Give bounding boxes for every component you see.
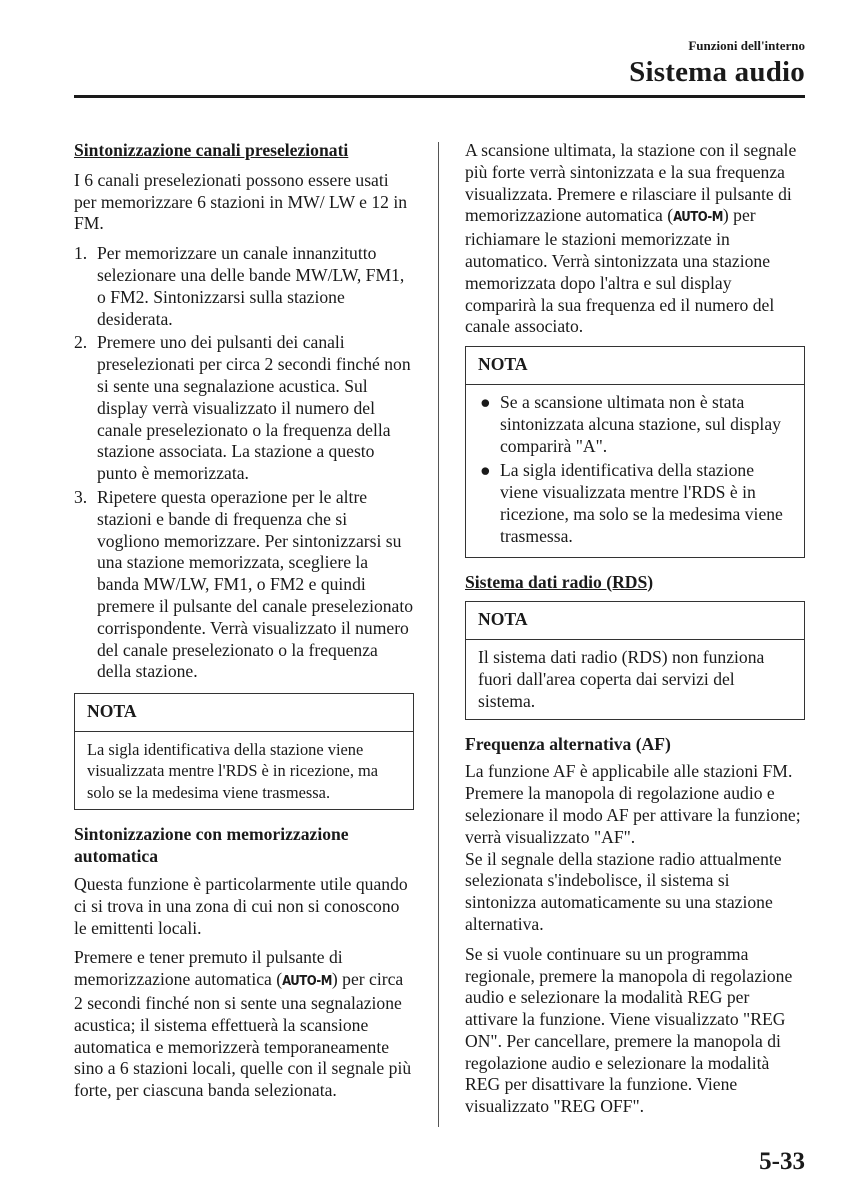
heading-preset-tuning: Sintonizzazione canali preselezionati bbox=[74, 140, 349, 160]
note-bullet-item bbox=[478, 460, 792, 547]
note-box bbox=[465, 601, 805, 719]
text-fragment: A scansione ultimata, la stazione con il segnale più forte verrà sintonizzata e la sua frequenza visualizzata. Premere e rilasciare il pulsante di memorizzazione automatica ( bbox=[465, 140, 797, 226]
note-bullet-item bbox=[478, 392, 792, 457]
note-box bbox=[74, 693, 414, 810]
page-title: Sistema audio bbox=[629, 56, 805, 88]
left-column bbox=[74, 140, 414, 1110]
header-rule bbox=[74, 95, 805, 98]
text-fragment: ) per circa 2 secondi finché non si sente una segnalazione acustica; il sistema effettuerà la scansione automatica e memorizzerà temporaneamente sino a 6 stazioni locali, quelle con il segnale più forte, per ciascuna banda selezionata. bbox=[74, 969, 412, 1101]
step-item bbox=[74, 243, 414, 330]
note-box bbox=[465, 346, 805, 557]
heading-rds: Sistema dati radio (RDS) bbox=[465, 571, 654, 592]
note-label: NOTA bbox=[466, 602, 804, 640]
auto-memory-paragraph-1: Questa funzione è particolarmente utile quando ci si trova in una zona di cui non si conoscono le emittenti locali. bbox=[74, 874, 408, 938]
step-item bbox=[74, 487, 414, 683]
reg-paragraph: Se si vuole continuare su un programma regionale, premere la manopola di regolazione audio e selezionare la modalità REG per attivare la funzione. Viene visualizzato "REG ON". Per cancellare, premere la manopola di regolazione audio e selezionare la modalità REG per disattivare la funzione. Viene visualizzato "REG OFF". bbox=[465, 943, 793, 1117]
auto-m-button-label: AUTO-M bbox=[282, 974, 332, 990]
text-fragment: ) per richiamare le stazioni memorizzate in automatico. Verrà sintonizzata una stazione memorizzata dopo l'altra e sul display comparirà la sua frequenza ed il numero del canale associato. bbox=[465, 205, 775, 337]
af-paragraph-1: La funzione AF è applicabile alle stazioni FM. Premere la manopola di regolazione audio e selezionare il modo AF per attivare la funzione; verrà visualizzato "AF". bbox=[465, 761, 801, 847]
af-paragraph-2: Se il segnale della stazione radio attualmente selezionata s'indebolisce, il sistema si sintonizza automaticamente su una stazione alternativa. bbox=[465, 848, 782, 934]
note-label: NOTA bbox=[466, 347, 804, 385]
note-text: La sigla identificativa della stazione viene visualizzata mentre l'RDS è in ricezione, ma solo se la medesima viene trasmessa. bbox=[87, 739, 379, 802]
heading-auto-memory: Sintonizzazione con memorizzazione automatica bbox=[74, 824, 349, 867]
scan-result-paragraph bbox=[465, 140, 805, 338]
step-number: 2. bbox=[74, 332, 88, 353]
page-number: 5-33 bbox=[759, 1148, 805, 1175]
bullet-text: Se a scansione ultimata non è stata sintonizzata alcuna stazione, sul display comparirà "A". bbox=[500, 391, 781, 456]
auto-m-button-label: AUTO-M bbox=[673, 210, 723, 226]
auto-memory-paragraph-2 bbox=[74, 947, 414, 1102]
bullet-icon: ● bbox=[480, 391, 491, 412]
heading-af: Frequenza alternativa (AF) bbox=[465, 733, 671, 754]
text-fragment: Premere e tener premuto il pulsante di memorizzazione automatica ( bbox=[74, 947, 343, 990]
header-section-name: Funzioni dell'interno bbox=[688, 38, 805, 53]
intro-paragraph: I 6 canali preselezionati possono essere usati per memorizzare 6 stazioni in MW/ LW e 12 in FM. bbox=[74, 169, 408, 234]
step-number: 3. bbox=[74, 486, 88, 507]
step-text: Premere uno dei pulsanti dei canali preselezionati per circa 2 secondi finché non si sente una segnalazione acustica. Sul display verrà visualizzato il numero del canale preselezionato o la frequenza della stazione associata. La stazione a questo punto è memorizzata. bbox=[97, 332, 411, 484]
bullet-text: La sigla identificativa della stazione viene visualizzata mentre l'RDS è in ricezione, ma solo se la medesima viene trasmessa. bbox=[500, 460, 783, 546]
preset-steps-list bbox=[74, 243, 414, 683]
note-text: Il sistema dati radio (RDS) non funziona fuori dall'area coperta dai servizi del sistema. bbox=[478, 647, 765, 711]
step-text: Ripetere questa operazione per le altre stazioni e bande di frequenza che si vogliono memorizzare. Per sintonizzarsi su una stazione memorizzata, scegliere la banda MW/LW, FM1, o FM2 e quindi premere il pulsante del canale preselezionato corrispondente. Verrà visualizzato il numero del canale preselezionato o la frequenza della stazione. bbox=[97, 486, 414, 682]
bullet-icon: ● bbox=[480, 460, 491, 481]
column-divider bbox=[438, 142, 439, 1127]
note-body bbox=[466, 385, 804, 557]
step-item bbox=[74, 332, 414, 485]
note-label: NOTA bbox=[75, 694, 413, 732]
step-text: Per memorizzare un canale innanzitutto selezionare una delle bande MW/LW, FM1, o FM2. Sintonizzarsi sulla stazione desiderata. bbox=[97, 243, 405, 329]
note-bullet-list bbox=[478, 392, 792, 548]
right-column bbox=[465, 140, 805, 1126]
step-number: 1. bbox=[74, 243, 88, 264]
